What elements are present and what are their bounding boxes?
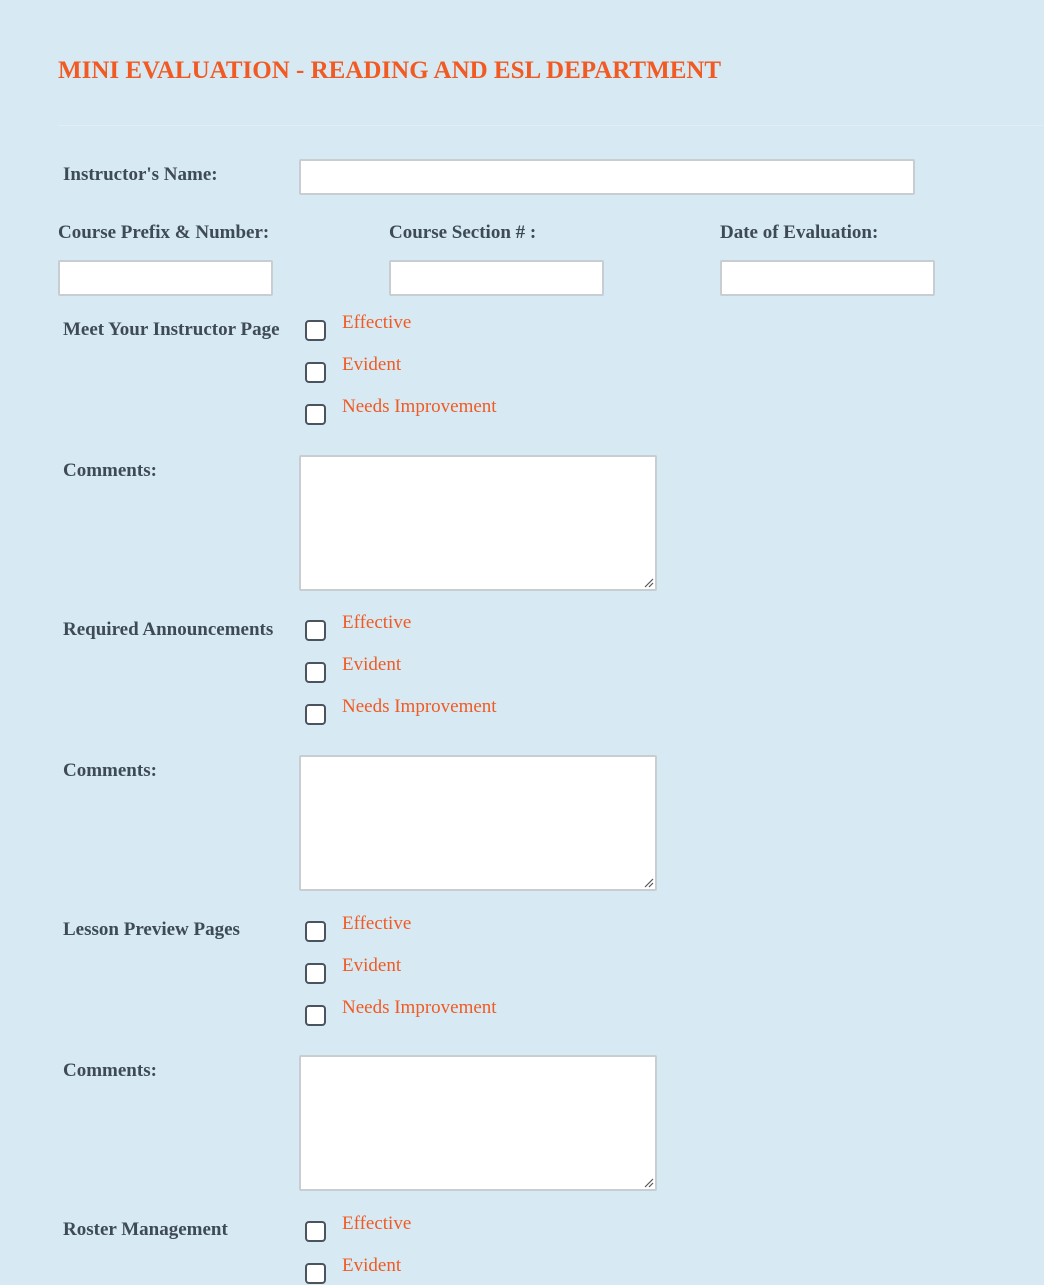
meet-instructor-effective-checkbox[interactable]	[305, 320, 326, 341]
lesson-preview-label: Lesson Preview Pages	[63, 919, 240, 940]
lesson-preview-evident-checkbox[interactable]	[305, 963, 326, 984]
option-label: Needs Improvement	[342, 396, 497, 417]
meet-instructor-needs-improvement-checkbox[interactable]	[305, 404, 326, 425]
roster-effective-checkbox[interactable]	[305, 1221, 326, 1242]
option-label: Evident	[342, 1255, 402, 1276]
roster-management-label: Roster Management	[63, 1219, 228, 1240]
announcements-needs-improvement-checkbox[interactable]	[305, 704, 326, 725]
meet-instructor-label: Meet Your Instructor Page	[63, 319, 280, 340]
option-label: Effective	[342, 913, 412, 934]
option-label: Effective	[342, 612, 412, 633]
course-prefix-input[interactable]	[58, 260, 273, 296]
required-announcements-label: Required Announcements	[63, 619, 274, 640]
header-divider	[58, 125, 1044, 126]
option-label: Effective	[342, 1213, 412, 1234]
option-label: Needs Improvement	[342, 997, 497, 1018]
lesson-preview-needs-improvement-checkbox[interactable]	[305, 1005, 326, 1026]
evaluation-date-input[interactable]	[720, 260, 935, 296]
course-prefix-label: Course Prefix & Number:	[58, 222, 270, 243]
option-label: Effective	[342, 312, 412, 333]
resize-grip-icon[interactable]	[642, 876, 654, 888]
evaluation-date-label: Date of Evaluation:	[720, 222, 879, 243]
lesson-preview-effective-checkbox[interactable]	[305, 921, 326, 942]
meet-instructor-evident-checkbox[interactable]	[305, 362, 326, 383]
instructor-name-input[interactable]	[299, 159, 915, 195]
lesson-preview-comments-label: Comments:	[63, 1060, 157, 1081]
meet-instructor-comments-textarea[interactable]	[299, 455, 657, 591]
announcements-evident-checkbox[interactable]	[305, 662, 326, 683]
instructor-name-label: Instructor's Name:	[63, 164, 218, 185]
course-section-input[interactable]	[389, 260, 604, 296]
course-section-label: Course Section # :	[389, 222, 537, 243]
option-label: Evident	[342, 654, 402, 675]
resize-grip-icon[interactable]	[642, 1176, 654, 1188]
form-title: MINI EVALUATION - READING AND ESL DEPARTMENT	[58, 57, 722, 84]
announcements-comments-label: Comments:	[63, 760, 157, 781]
lesson-preview-comments-textarea[interactable]	[299, 1055, 657, 1191]
announcements-comments-textarea[interactable]	[299, 755, 657, 891]
resize-grip-icon[interactable]	[642, 576, 654, 588]
announcements-effective-checkbox[interactable]	[305, 620, 326, 641]
option-label: Evident	[342, 955, 402, 976]
meet-instructor-comments-label: Comments:	[63, 460, 157, 481]
option-label: Needs Improvement	[342, 696, 497, 717]
roster-evident-checkbox[interactable]	[305, 1263, 326, 1284]
option-label: Evident	[342, 354, 402, 375]
